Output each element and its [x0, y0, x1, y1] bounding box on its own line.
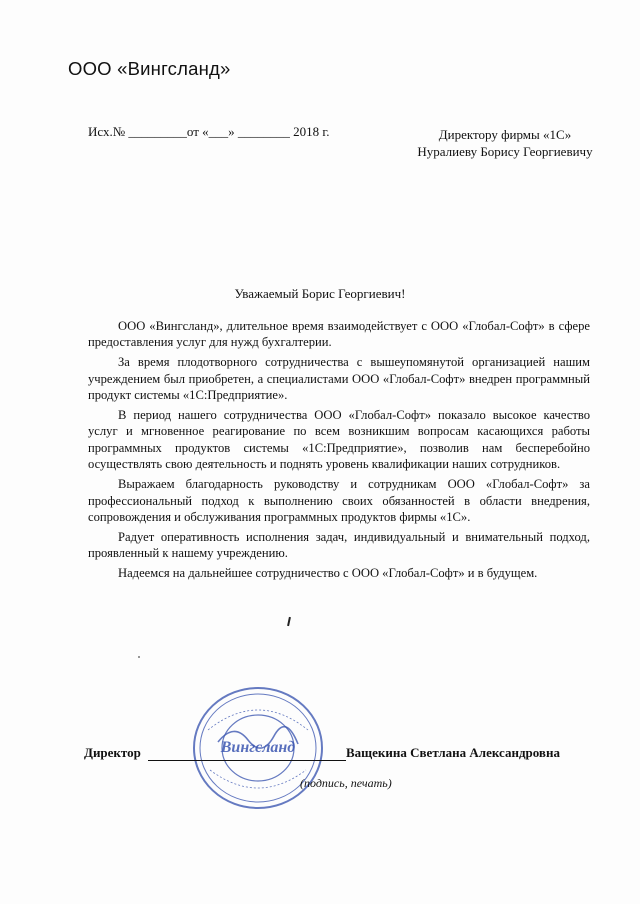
ink-speck: [138, 656, 140, 658]
body-paragraph: Выражаем благодарность руководству и сотрудникам ООО «Глобал-Софт» за профессиональный подход к выполнению своих обязанностей в области внедрения, сопровождения и обслуживания программных продуктов фирмы «1С».: [88, 477, 590, 524]
addressee-name: Нуралиеву Борису Георгиевичу: [417, 144, 593, 159]
salutation: Уважаемый Борис Георгиевич!: [234, 286, 406, 301]
addressee-block: [405, 126, 605, 160]
letter-body: [88, 318, 590, 585]
signature-note: (подпись, печать): [300, 776, 392, 790]
company-name: ООО «Вингсланд»: [68, 58, 231, 79]
body-paragraph: За время плодотворного сотрудничества с вышеупомянутой организацией нашим учреждением был приобретен, а специалистами ООО «Глобал-Софт» внедрен программный продукт системы «1С:Предприятие».: [88, 355, 590, 403]
body-paragraph: В период нашего сотрудничества ООО «Глобал-Софт» показало высокое качество услуг и мгновенное реагирование по всем возникшим вопросам касающихся работы программных продуктов системы «1С:Предприятие», позволив нам бесперебойно осуществлять свою деятельность и поднять уровень квалификации наших сотрудников.: [88, 408, 590, 472]
body-paragraph: Радует оперативность исполнения задач, индивидуальный и внимательный подход, проявленный к нашему учреждению.: [88, 529, 590, 561]
seal-text: Вингсланд: [220, 739, 296, 756]
outgoing-reference: Исх.№ _________от «___» ________ 2018 г.: [88, 124, 330, 139]
company-seal-icon: [188, 682, 328, 814]
signatory-name: Ващекина Светлана Александровна: [346, 745, 560, 760]
body-paragraph: Надеемся на дальнейшее сотрудничество с ООО «Глобал-Софт» и в будущем.: [118, 566, 538, 581]
signature-line: [148, 760, 346, 761]
body-paragraph: ООО «Вингсланд», длительное время взаимодействует с ООО «Глобал-Софт» в сфере предоставления услуг для нужд бухгалтерии.: [88, 319, 590, 350]
signatory-title: Директор: [84, 745, 141, 760]
ink-mark: [287, 617, 291, 626]
addressee-position: Директору фирмы «1С»: [438, 127, 572, 142]
